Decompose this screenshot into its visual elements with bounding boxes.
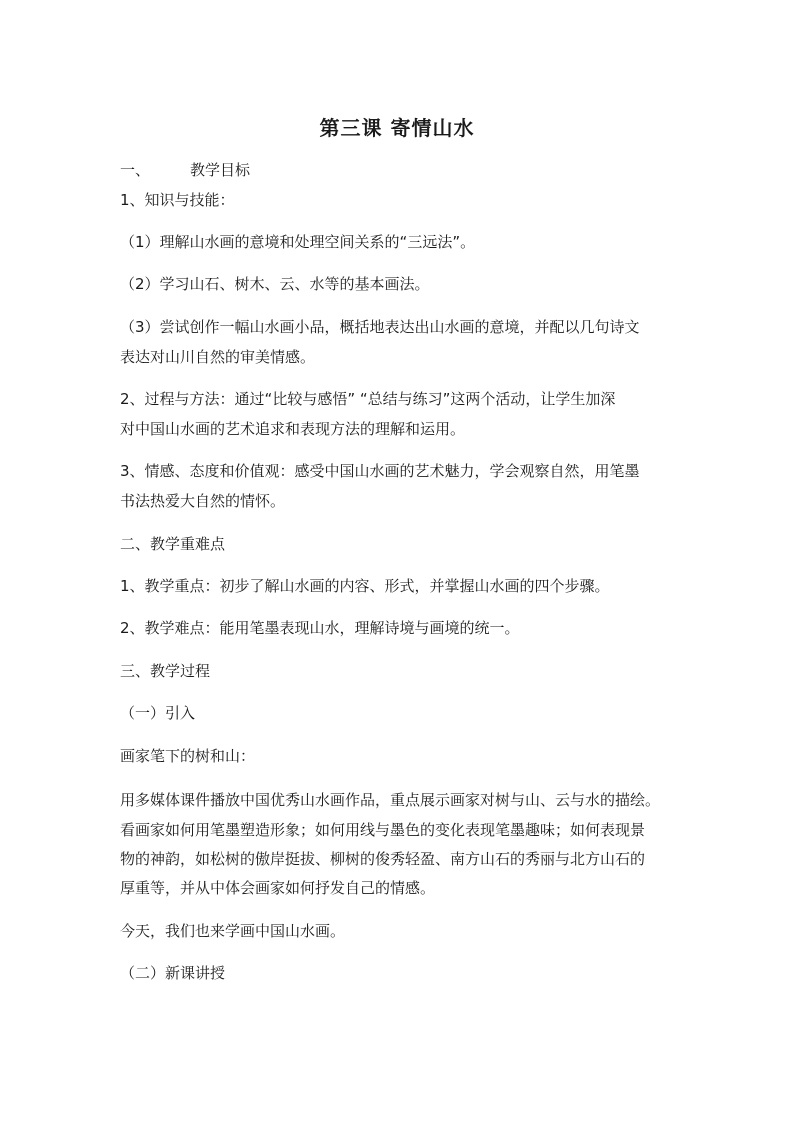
goal3-line-2: 书法热爱大自然的情怀。 [120, 492, 286, 510]
section-title: 教学目标 [190, 161, 251, 179]
goal1-item-2: （2）学习山石、树木、云、水等的基本画法。 [120, 275, 430, 293]
goal1-item-1: （1）理解山水画的意境和处理空间关系的“三远法”。 [120, 233, 476, 251]
intro-label: 画家笔下的树和山： [120, 747, 256, 765]
intro-paragraph-line-4: 厚重等，并从中体会画家如何抒发自己的情感。 [120, 879, 436, 897]
goal3-line-1: 3、情感、态度和价值观：感受中国山水画的艺术魅力，学会观察自然，用笔墨 [120, 462, 640, 480]
difficult-point: 2、教学难点：能用笔墨表现山水，理解诗境与画境的统一。 [120, 619, 520, 637]
goal1-heading: 1、知识与技能： [120, 191, 235, 209]
section-heading-process: 三、教学过程 [120, 662, 211, 680]
goal1-item-3: （3）尝试创作一幅山水画小品，概括地表达出山水画的意境，并配以几句诗文 [120, 318, 640, 336]
goal1-item-3-cont: 表达对山川自然的审美情感。 [120, 348, 316, 366]
intro-paragraph-line-2: 看画家如何用笔墨塑造形象；如何用线与墨色的变化表现笔墨趣味；如何表现景 [120, 821, 646, 839]
goal2-line-1: 2、过程与方法：通过“比较与感悟” “总结与练习”这两个活动，让学生加深 [120, 390, 616, 408]
section-heading-key-points: 二、教学重难点 [120, 535, 226, 553]
section-number: 一、 [120, 161, 151, 179]
intro-paragraph-line-1: 用多媒体课件播放中国优秀山水画作品，重点展示画家对树与山、云与水的描绘。 [120, 791, 661, 809]
goal2-line-2: 对中国山水画的艺术追求和表现方法的理解和运用。 [120, 420, 466, 438]
today-line: 今天，我们也来学画中国山水画。 [120, 922, 346, 940]
intro-paragraph-line-3: 物的神韵，如松树的傲岸挺拔、柳树的俊秀轻盈、南方山石的秀丽与北方山石的 [120, 850, 646, 868]
subsection-new-lesson: （二）新课讲授 [120, 964, 226, 982]
key-point: 1、教学重点：初步了解山水画的内容、形式，并掌握山水画的四个步骤。 [120, 577, 610, 595]
lesson-title: 第三课 寄情山水 [319, 116, 475, 140]
section-heading-objectives [120, 159, 680, 181]
subsection-intro: （一）引入 [120, 704, 196, 722]
